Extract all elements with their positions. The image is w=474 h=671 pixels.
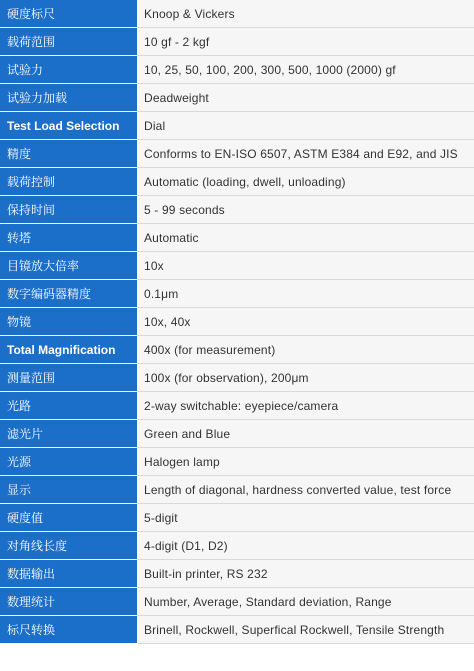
spec-label: 光源	[0, 448, 138, 476]
spec-row	[0, 616, 474, 644]
spec-row	[0, 0, 474, 28]
spec-value: 10x, 40x	[138, 308, 474, 336]
spec-value: Automatic (loading, dwell, unloading)	[138, 168, 474, 196]
spec-value: Halogen lamp	[138, 448, 474, 476]
spec-value: 5-digit	[138, 504, 474, 532]
spec-value: 10x	[138, 252, 474, 280]
spec-label: 精度	[0, 140, 138, 168]
spec-label: Total Magnification	[0, 336, 138, 364]
spec-row	[0, 532, 474, 560]
spec-row	[0, 364, 474, 392]
spec-value: Conforms to EN-ISO 6507, ASTM E384 and E92, and JIS	[138, 140, 474, 168]
spec-label: 载荷控制	[0, 168, 138, 196]
spec-row	[0, 336, 474, 364]
spec-row	[0, 28, 474, 56]
spec-value: Knoop & Vickers	[138, 0, 474, 28]
spec-row	[0, 504, 474, 532]
spec-row	[0, 196, 474, 224]
spec-value: 10 gf - 2 kgf	[138, 28, 474, 56]
spec-label: 保持时间	[0, 196, 138, 224]
spec-row	[0, 392, 474, 420]
spec-label: 对角线长度	[0, 532, 138, 560]
spec-value: 100x (for observation), 200μm	[138, 364, 474, 392]
spec-label: 试验力	[0, 56, 138, 84]
spec-row	[0, 420, 474, 448]
spec-value: Number, Average, Standard deviation, Range	[138, 588, 474, 616]
spec-label: 数理统计	[0, 588, 138, 616]
spec-label: 转塔	[0, 224, 138, 252]
spec-row	[0, 168, 474, 196]
spec-row	[0, 476, 474, 504]
spec-value: Automatic	[138, 224, 474, 252]
spec-row	[0, 84, 474, 112]
spec-value: Length of diagonal, hardness converted value, test force	[138, 476, 474, 504]
spec-label: 数字编码器精度	[0, 280, 138, 308]
spec-label: Test Load Selection	[0, 112, 138, 140]
spec-value: 0.1μm	[138, 280, 474, 308]
spec-label: 标尺转换	[0, 616, 138, 644]
spec-label: 测量范围	[0, 364, 138, 392]
spec-label: 光路	[0, 392, 138, 420]
spec-row	[0, 224, 474, 252]
spec-row	[0, 560, 474, 588]
spec-row	[0, 252, 474, 280]
spec-label: 滤光片	[0, 420, 138, 448]
spec-label: 硬度值	[0, 504, 138, 532]
spec-label: 载荷范围	[0, 28, 138, 56]
spec-label: 数据输出	[0, 560, 138, 588]
spec-row	[0, 588, 474, 616]
spec-value: 4-digit (D1, D2)	[138, 532, 474, 560]
spec-label: 试验力加载	[0, 84, 138, 112]
spec-value: 10, 25, 50, 100, 200, 300, 500, 1000 (2000) gf	[138, 56, 474, 84]
spec-value: Dial	[138, 112, 474, 140]
spec-value: Deadweight	[138, 84, 474, 112]
spec-row	[0, 308, 474, 336]
spec-value: Green and Blue	[138, 420, 474, 448]
spec-value: 5 - 99 seconds	[138, 196, 474, 224]
spec-label: 物镜	[0, 308, 138, 336]
spec-row	[0, 140, 474, 168]
spec-label: 目镜放大倍率	[0, 252, 138, 280]
spec-row	[0, 56, 474, 84]
spec-row	[0, 448, 474, 476]
spec-value: 400x (for measurement)	[138, 336, 474, 364]
spec-label: 硬度标尺	[0, 0, 138, 28]
spec-label: 显示	[0, 476, 138, 504]
spec-row	[0, 280, 474, 308]
spec-value: Built-in printer, RS 232	[138, 560, 474, 588]
spec-value: Brinell, Rockwell, Superfical Rockwell, Tensile Strength	[138, 616, 474, 644]
spec-row	[0, 112, 474, 140]
spec-value: 2-way switchable: eyepiece/camera	[138, 392, 474, 420]
